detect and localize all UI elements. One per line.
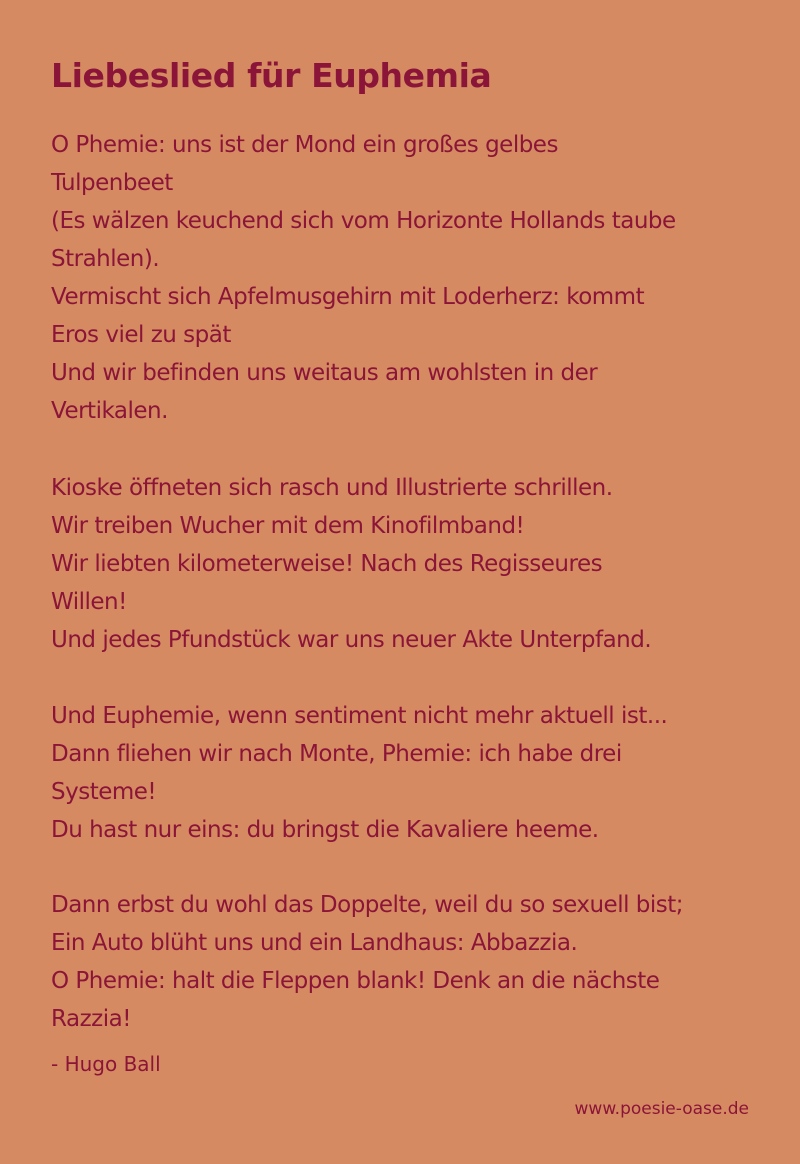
poem-line: Dann fliehen wir nach Monte, Phemie: ich habe drei [51,741,622,767]
poem-line: Und wir befinden uns weitaus am wohlsten in der [51,360,598,386]
website-link[interactable]: www.poesie-oase.de [574,1099,749,1119]
poem-line: Wir treiben Wucher mit dem Kinofilmband! [51,513,525,539]
poem-line: Razzia! [51,1006,131,1032]
poem-line: Dann erbst du wohl das Doppelte, weil du so sexuell bist; [51,892,684,918]
poem-line: Ein Auto blüht uns und ein Landhaus: Abbazzia. [51,930,578,956]
poem-card [51,0,771,1164]
poem-line: Tulpenbeet [51,170,173,196]
poem-line: O Phemie: halt die Fleppen blank! Denk an die nächste [51,968,660,994]
poem-line: Und jedes Pfundstück war uns neuer Akte Unterpfand. [51,627,652,653]
stanza-1 [51,126,676,430]
stanza-4 [51,886,683,1038]
poem-line: Willen! [51,589,127,615]
poem-line: O Phemie: uns ist der Mond ein großes gelbes [51,132,558,158]
poem-line: Systeme! [51,779,157,805]
poem-line: (Es wälzen keuchend sich vom Horizonte Hollands taube [51,208,676,234]
poem-line: Vertikalen. [51,398,168,424]
poem-line: Kioske öffneten sich rasch und Illustrierte schrillen. [51,475,613,501]
poem-line: Und Euphemie, wenn sentiment nicht mehr aktuell ist... [51,703,668,729]
stanza-2 [51,469,651,659]
poem-line: Wir liebten kilometerweise! Nach des Regisseures [51,551,603,577]
poem-line: Eros viel zu spät [51,322,231,348]
poem-line: Vermischt sich Apfelmusgehirn mit Loderherz: kommt [51,284,645,310]
poem-title: Liebeslied für Euphemia [51,56,492,95]
poem-author: - Hugo Ball [51,1052,161,1076]
poem-line: Strahlen). [51,246,160,272]
stanza-3 [51,697,667,849]
poem-line: Du hast nur eins: du bringst die Kavaliere heeme. [51,817,599,843]
